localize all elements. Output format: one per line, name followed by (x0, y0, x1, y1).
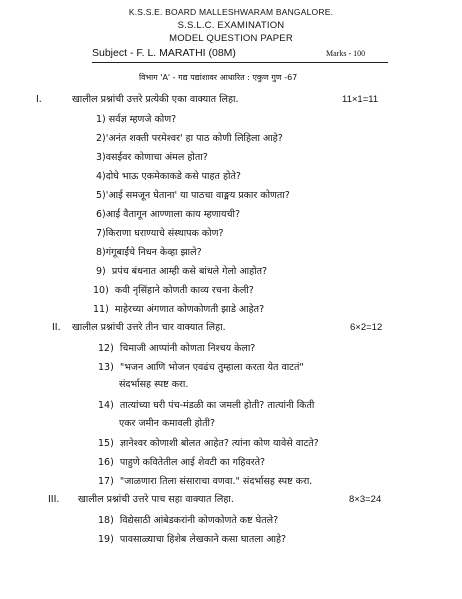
question-number: 13) (98, 362, 114, 373)
question-item (96, 188, 290, 201)
question-item (93, 283, 254, 296)
section-number: I. (36, 94, 42, 105)
question-continuation: संदर्भासह स्पष्ट करा. (119, 379, 189, 390)
question-text: प्रपंच बंधनात आम्ही कसे बांधले गेलो आहोत? (111, 266, 268, 277)
question-item (98, 360, 304, 373)
question-item (96, 207, 240, 220)
question-item (98, 474, 312, 487)
question-text: ज्ञानेश्वर कोणाशी बोलत आहेत? त्यांना कोण यावेसे वाटते? (119, 438, 319, 449)
question-item (98, 398, 314, 411)
question-number: 18) (98, 515, 114, 526)
question-text: "जाळणारा तिला संसाराचा वणवा." संदर्भासह स्पष्ट करा. (119, 476, 313, 487)
question-number: 16) (98, 457, 114, 468)
question-item (93, 302, 264, 315)
question-number: 9) (96, 266, 106, 277)
question-number: 7) (96, 228, 106, 239)
question-item (98, 532, 286, 545)
question-text: माहेरच्या अंगणात कोणकोणती झाडे आहेत? (114, 304, 265, 315)
question-text: तात्यांच्या घरी पंच-मंडळी का जमली होती? तात्यांनी किती (119, 400, 315, 411)
question-number: 17) (98, 476, 114, 487)
question-item (96, 226, 224, 239)
question-number: 10) (93, 285, 109, 296)
section-instruction: खालील प्रश्नांची उत्तरे तीन चार वाक्यात लिहा. (72, 322, 226, 333)
question-number: 5) (96, 190, 106, 201)
question-number: 15) (98, 438, 114, 449)
question-item (98, 455, 265, 468)
question-item (98, 436, 319, 449)
part-heading: विभाग 'A' - गद्य पद्यांशावर आधारित : एकुण गुण -67 (139, 73, 298, 82)
question-text: 'अनंत शक्ती परमेश्वर' हा पाठ कोणी लिहिला आहे? (105, 133, 283, 144)
board-title: K.S.S.E. BOARD MALLESHWARAM BANGALORE. (128, 7, 334, 17)
question-number: 2) (96, 133, 106, 144)
question-text: चिमाजी आप्पांनी कोणता निश्चय केला? (119, 343, 256, 354)
question-number: 14) (98, 400, 114, 411)
question-number: 12) (98, 343, 114, 354)
question-number: 11) (93, 304, 109, 315)
question-item (98, 513, 278, 526)
section-instruction: खालील प्रश्नांची उत्तरे प्रत्येकी एका वाक्यात लिहा. (72, 94, 239, 105)
question-item (96, 264, 267, 277)
question-item (96, 150, 208, 163)
question-number: 19) (98, 534, 114, 545)
question-continuation: एकर जमीन कमावली होती? (119, 418, 216, 429)
question-text: 'आई समजून घेताना' या पाठचा वाङ्मय प्रकार कोणता? (105, 190, 290, 201)
question-text: कवी नृसिंहाने कोणती काव्य रचना केली? (114, 285, 254, 296)
question-text: वसईवर कोणाचा अंमल होता? (105, 152, 208, 163)
question-text: दोघे भाऊ एकमेकाकडे कसे पाहत होते? (105, 171, 241, 182)
question-text: विद्येसाठी आंबेडकरांनी कोणकोणते कष्ट घेतले? (119, 515, 279, 526)
question-number: 4) (96, 171, 106, 182)
question-text: "भजन आणि भोजन एवढंच तुम्हाला करता येत वाटतं" (119, 362, 304, 373)
question-number: 6) (96, 209, 106, 220)
question-text: आई वैतागून आण्णाला काय म्हणायची? (105, 209, 241, 220)
question-item (96, 169, 241, 182)
section-marks: 8×3=24 (349, 494, 382, 505)
section-number: II. (52, 322, 61, 333)
question-number: 8) (96, 247, 106, 258)
question-text: सर्वज्ञ म्हणजे कोण? (108, 114, 177, 125)
exam-title: S.S.L.C. EXAMINATION (177, 20, 285, 31)
subject-line: Subject - F. L. MARATHI (08M) (92, 47, 236, 59)
section-marks: 11×1=11 (342, 94, 379, 105)
question-item (96, 245, 202, 258)
question-number: 3) (96, 152, 106, 163)
header-divider (92, 62, 388, 63)
question-item (96, 112, 176, 125)
question-number: 1) (96, 114, 106, 125)
section-instruction: खालील प्रश्नांची उत्तरे पाच सहा वाक्यात लिहा. (78, 494, 234, 505)
total-marks: Marks - 100 (326, 49, 366, 58)
question-text: किराणा घराण्याचे संस्थापक कोण? (105, 228, 224, 239)
question-text: पाहुणे कवितेतील आई शेवटी का गहिवरते? (119, 457, 266, 468)
paper-type: MODEL QUESTION PAPER (169, 33, 293, 44)
question-text: पावसाळ्याचा हिशेब लेखकाने कसा घातला आहे? (119, 534, 287, 545)
section-number: III. (48, 494, 60, 505)
question-item (96, 131, 283, 144)
question-item (98, 341, 255, 354)
question-text: गंगूबाईंचे निधन केव्हा झाले? (105, 247, 202, 258)
section-marks: 6×2=12 (350, 322, 383, 333)
